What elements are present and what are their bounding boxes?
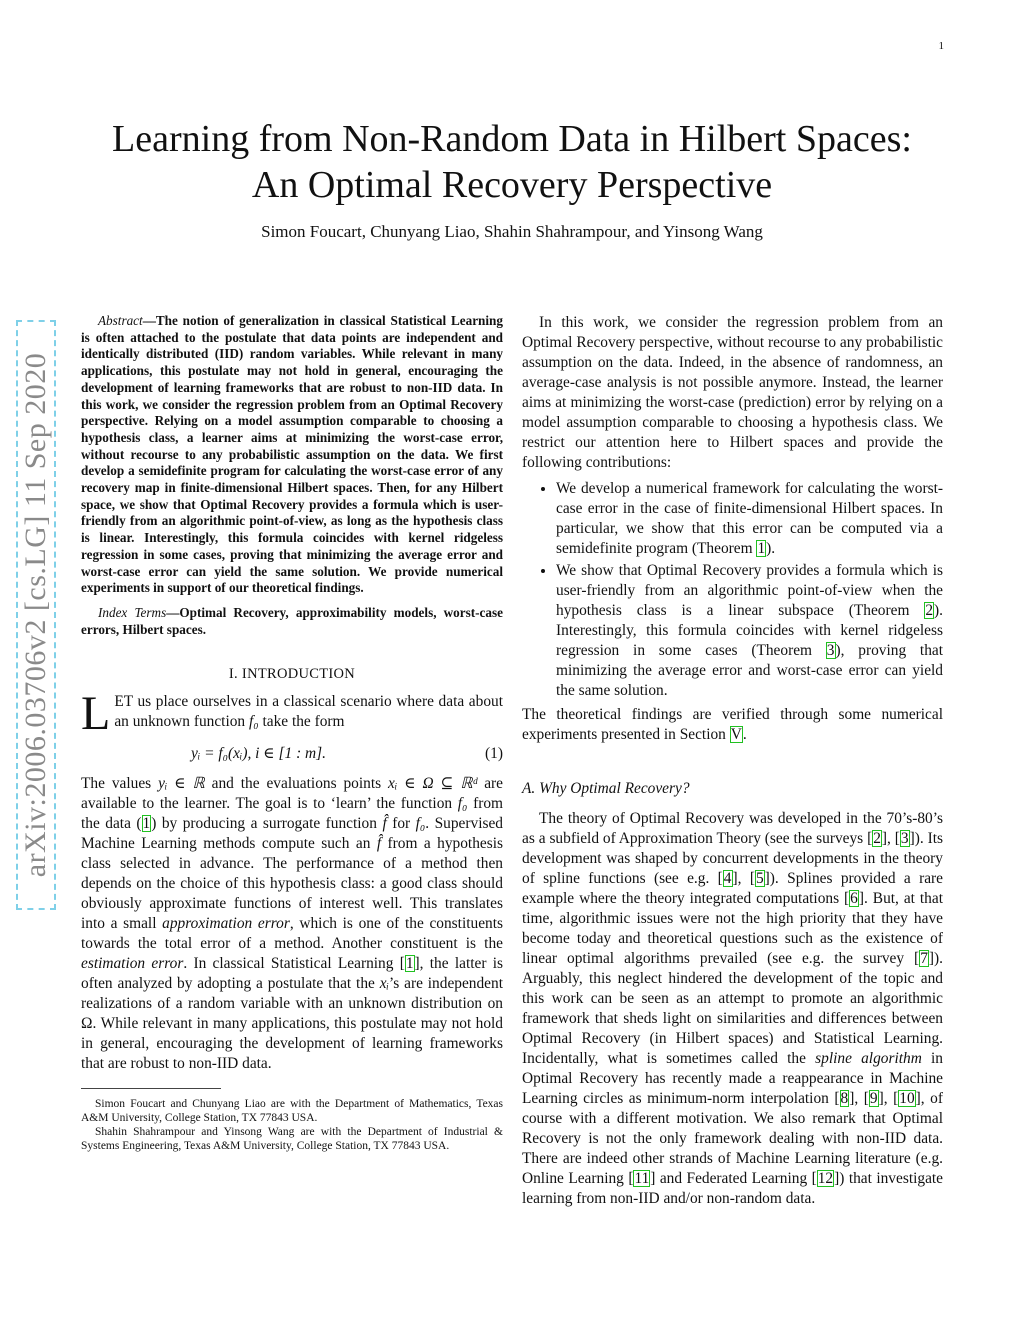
theorem-ref-link[interactable]: 3 (826, 642, 835, 659)
author-list: Simon Foucart, Chunyang Liao, Shahin Shahrampour, and Yinsong Wang (261, 222, 763, 241)
contribution-item: • We develop a numerical framework for calculating the worst-case error in the case of finite-dimensional Hilbert spaces. In particular, we show that this error can be computed via a semidefinite program (Theorem 1). (556, 479, 943, 559)
citation-link[interactable]: 5 (755, 870, 764, 887)
citation-link[interactable]: 12 (817, 1170, 834, 1187)
citation-link[interactable]: 8 (840, 1090, 849, 1107)
left-column (81, 313, 503, 1153)
page-number: 1 (938, 40, 944, 52)
title-line-1: Learning from Non-Random Data in Hilbert Spaces: (112, 118, 912, 160)
right-paragraph-3: The theory of Optimal Recovery was developed in the 70’s-80’s as a subfield of Approximation Theory (see the surveys [2], [3]). Its development was shaped by concurrent developments in the theory of spline functions (see e.g. [4], [5]). Splines provided a rare example where the theory integrated computations [6]. But, at that time, algorithmic issues were not the high priority that they have become today and theoretical questions such as the existence of linear optimal algorithms prevailed (see e.g. the survey [7]). Arguably, this neglect hindered the development of the topic and this work can be seen as an attempt to promote an algorithmic framework that sheds light on similarities and differences between Optimal Recovery (in Hilbert spaces) and Statistical Learning. Incidentally, what is sometimes called the spline algorithm in Optimal Recovery has recently made a reappearance in Machine Learning circles as minimum-norm interpolation [8], [9], [10], of course with a different motivation. We also remark that Optimal Recovery is not the only framework dealing with non-IID data. There are indeed other strands of Machine Learning literature (e.g. Online Learning [11] and Federated Learning [12]) that investigate learning from non-IID and/or non-random data. (522, 810, 944, 1207)
index-terms (81, 605, 503, 638)
right-paragraph-2: The theoretical findings are verified through some numerical experiments presented in Section V. (522, 706, 943, 743)
citation-link[interactable]: 4 (723, 870, 732, 887)
footnote-divider (81, 1088, 221, 1089)
section-heading-introduction: I. INTRODUCTION (228, 666, 356, 683)
citation-link[interactable]: 9 (869, 1090, 878, 1107)
contribution-item: • We show that Optimal Recovery provides a formula which is user-friendly from an algorithmic point-of-view when the hypothesis class is a linear subspace (Theorem 2). Interestingly, this formula coincides with kernel ridgeless regression in some cases (Theorem 3), proving that minimizing the average error and worst-case error can yield the same solution. (556, 561, 943, 701)
right-paragraph-1: In this work, we consider the regression problem from an Optimal Recovery perspective, without recourse to any probabilistic assumption on the data. Indeed, in the absence of randomness, an average-case analysis is not possible anymore. Instead, the learner aims at minimizing the worst-case (prediction) error by relying on a model assumption comparable to choosing a hypothesis class. We restrict our attention here to Hilbert spaces and provide the following contributions: (522, 314, 943, 471)
subsection-heading: A. Why Optimal Recovery? (522, 780, 690, 797)
index-terms-text: —Optimal Recovery, approximability models, worst-case errors, Hilbert spaces. (81, 604, 503, 637)
abstract-label: Abstract (98, 313, 143, 328)
contribution-list (522, 479, 943, 701)
citation-link[interactable]: 2 (873, 830, 881, 847)
citation-link[interactable]: 11 (634, 1170, 650, 1187)
arxiv-stamp (16, 320, 56, 910)
equation-1 (81, 744, 503, 764)
footnote-affiliation-2: Shahin Shahrampour and Yinsong Wang are with the Department of Industrial & Systems Engineering, Texas A&M University, College Station, TX 77843 USA. (81, 1126, 503, 1153)
equation-ref-link[interactable]: 1 (142, 815, 151, 833)
footnote-affiliation-1: Simon Foucart and Chunyang Liao are with the Department of Mathematics, Texas A&M University, College Station, TX 77843 USA. (81, 1098, 503, 1125)
intro-paragraph-1: LET us place ourselves in a classical scenario where data about an unknown function f₀ take the form (81, 687, 503, 741)
equation-body: yᵢ = f₀(xᵢ), i ∈ [1 : m]. (191, 745, 327, 763)
index-terms-label: Index Terms (98, 604, 167, 620)
citation-link[interactable]: 10 (899, 1090, 915, 1107)
theorem-ref-link[interactable]: 1 (757, 540, 766, 557)
title-line-2: An Optimal Recovery Perspective (251, 164, 773, 206)
abstract (81, 313, 503, 597)
theorem-ref-link[interactable]: 2 (925, 602, 934, 619)
section-ref-link[interactable]: V (730, 726, 742, 743)
citation-link[interactable]: 3 (900, 830, 909, 847)
equation-number: (1) (485, 745, 503, 763)
citation-link[interactable]: 1 (405, 955, 414, 973)
citation-link[interactable]: 7 (920, 950, 928, 967)
citation-link[interactable]: 6 (850, 890, 858, 907)
arxiv-identifier: arXiv:2006.03706v2 [cs.LG] 11 Sep 2020 (19, 352, 52, 878)
intro-paragraph-2: The values yᵢ ∈ ℝ and the evaluations points xᵢ ∈ Ω ⊆ ℝᵈ are available to the learner. The goal is to ‘learn’ the function f₀ from the data (1) by producing a surrogate function f̂ for f₀. Supervised Machine Learning methods compute such an f̂ from a hypothesis class selected in advance. The performance of a method then depends on the choice of this hypothesis class: a good class should obviously approximate functions of interest well. This translates into a small approximation error, which is one of the constituents towards the total error of a method. Another constituent is the estimation error. In classical Statistical Learning [1], the latter is often analyzed by adopting a postulate that the xᵢ’s are independent realizations of a random variable with an unknown distribution on Ω. While relevant in many applications, this postulate may not hold in general, encouraging the development of learning frameworks that are robust to non-IID data. (81, 775, 504, 1073)
right-column (522, 313, 943, 1209)
abstract-text: —The notion of generalization in classical Statistical Learning is often attached to the postulate that data points are independent and identically distributed (IID) random variables. While relevant in many applications, this postulate may not hold in general, encouraging the development of learning frameworks that are robust to non-IID data. In this work, we consider the regression problem from an Optimal Recovery perspective. Relying on a model assumption comparable to choosing a hypothesis class, a learner aims at minimizing the worst-case error, without recourse to any probabilistic assumption on the data. We first develop a semidefinite program for calculating the worst-case error of any recovery map in finite-dimensional Hilbert spaces. Then, for any Hilbert space, we show that Optimal Recovery provides a formula which is user-friendly from an algorithmic point-of-view, as long as the hypothesis class is linear. Interestingly, this formula coincides with kernel ridgeless regression in some cases, proving that minimizing the average error and worst-case error can yield the same solution. We provide numerical experiments in support of our theoretical findings. (81, 313, 503, 596)
paper-title (0, 116, 1024, 208)
drop-cap: L (81, 687, 111, 741)
